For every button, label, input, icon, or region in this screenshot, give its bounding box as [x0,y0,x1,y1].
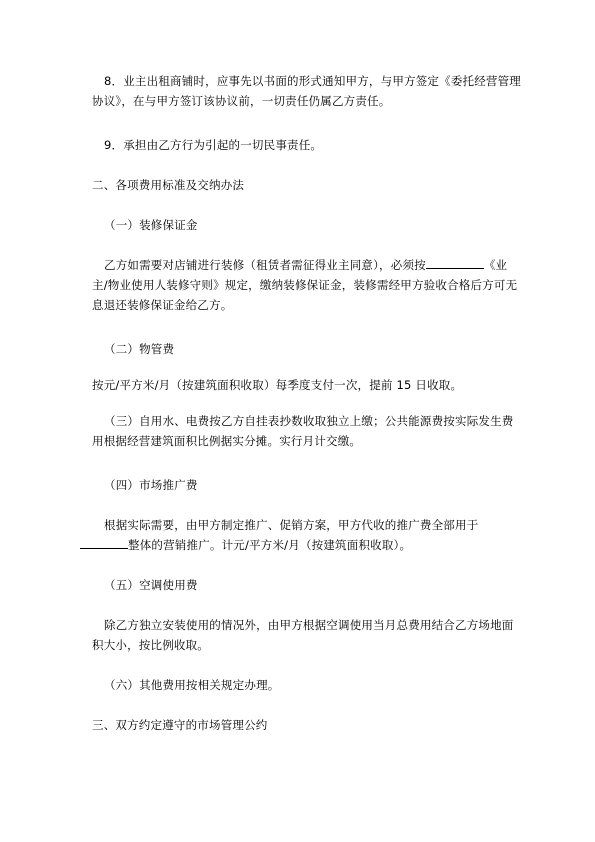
blank-line [80,536,128,549]
paragraph-ac-fee: 除乙方独立安装使用的情况外，由甲方根据空调使用当月总费用结合乙方场地面积大小，按比例收取。 [92,618,514,652]
marketing-text-end: 整体的营销推广。计元/平方米/月（按建筑面积收取）。 [128,538,412,552]
paragraph-item-8: 8．业主出租商铺时，应事先以书面的形式通知甲方，与甲方签定《委托经营管理协议》，在与甲方签订该协议前，一切责任仍属乙方责任。 [92,74,522,108]
subheading-ac-fee: （五）空调使用费 [104,578,198,592]
paragraph-marketing-fee [92,515,522,555]
subheading-renovation-deposit: （一）装修保证金 [104,218,198,232]
paragraph-item-9: 9．承担由乙方行为引起的一切民事责任。 [104,138,323,152]
section-heading-management-rules: 三、双方约定遵守的市场管理公约 [92,718,268,732]
subheading-property-fee: （二）物管费 [104,342,175,356]
subheading-marketing-fee: （四）市场推广费 [104,478,198,492]
paragraph-property-fee: 按元/平方米/月（按建筑面积收取）每季度支付一次，提前 15 日收取。 [92,378,463,392]
paragraph-renovation-deposit [92,255,522,315]
paragraph-utilities: （三）自用水、电费按乙方自挂表抄数收取独立上缴；公共能源费按实际发生费用根据经营建筑面积比例据实分摊。实行月计交缴。 [92,414,514,448]
renovation-text-start: 乙方如需要对店铺进行装修（租赁者需征得业主同意），必须按 [104,258,426,272]
renovation-text-end: 《业主/物业使用人装修守则》规定，缴纳装修保证金，装修需经甲方验收合格后方可无息退还装修保证金给乙方。 [92,258,518,312]
blank-line [426,256,484,269]
section-heading-fees: 二、各项费用标准及交纳办法 [92,178,245,192]
marketing-text-start: 根据实际需要，由甲方制定推广、促销方案，甲方代收的推广费全部用于 [104,518,479,532]
subheading-other-fees: （六）其他费用按相关规定办理。 [104,678,280,692]
